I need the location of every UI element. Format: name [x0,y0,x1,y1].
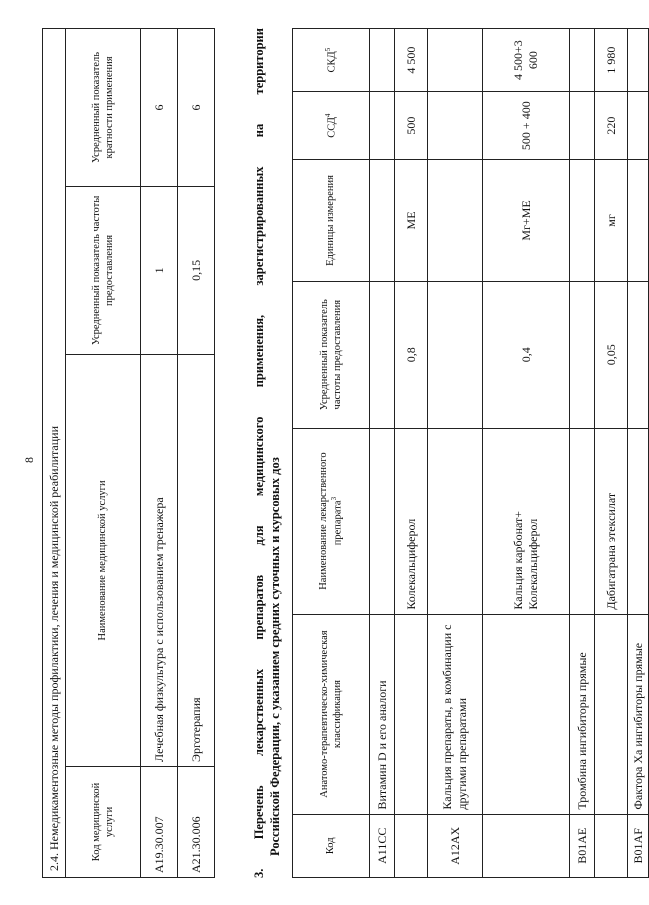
section-3-title-line2: Российской Федерации, с указанием средних суточных и курсовых доз [267,457,282,856]
service-code: A21.30.006 [178,766,215,877]
service-multiplicity: 6 [141,29,178,187]
section-3-heading [252,28,283,878]
drugs-table [292,28,649,878]
footnote-mark: 4 [323,113,332,118]
header-unit: Единицы измерения [293,160,370,282]
table-row [428,29,483,878]
header-drug-name-text: Наименование лекарственного препарата [318,452,344,590]
heading-word: территории [252,28,266,95]
atc-class: Фактора Xa ингибиторы прямые [628,614,649,814]
header-skd-text: СКД [326,51,338,73]
atc-code: B01AF [628,814,649,877]
drug-ssd: 220 [595,92,628,160]
section-2-4-title: 2.4. Немедикаментозные методы профилактики, лечения и медицинской реабилитации [43,29,66,878]
drug-skd: 4 500+3 600 [483,29,570,92]
header-drug-name [293,428,370,614]
heading-word: зарегистрированных [252,166,266,286]
heading-word: на [252,123,266,138]
atc-code: A12AX [428,814,483,877]
table-row [628,29,649,878]
table-row [370,29,395,878]
drug-ssd: 500 [395,92,428,160]
header-frequency: Усредненный показатель частоты предоставления [66,186,141,354]
footnote-mark: 3 [330,496,339,501]
heading-word: для [252,525,266,546]
header-ssd-text: ССД [326,117,338,138]
section-3-number: 3. [252,868,266,878]
header-ssd [293,92,370,160]
drug-name: Дабигатрана этексилат [595,428,628,614]
header-multiplicity: Усредненный показатель кратности применения [66,29,141,187]
header-frequency: Усредненный показатель частоты предоставления [293,281,370,428]
drug-unit: Мг+МЕ [483,160,570,282]
service-name: Эрготерапия [178,354,215,766]
drug-ssd: 500 + 400 [483,92,570,160]
services-table [42,28,215,878]
header-service-name: Наименование медицинской услуги [66,354,141,766]
heading-word: Перечень [252,785,266,840]
table-row [595,29,628,878]
drug-frequency: 0,8 [395,281,428,428]
table-row [570,29,595,878]
table-row [141,29,178,878]
atc-code: B01AE [570,814,595,877]
atc-class: Кальция препараты, в комбинации с другими препаратами [428,614,483,814]
drug-name: Колекальциферол [395,428,428,614]
heading-word: медицинского [252,416,266,497]
drug-unit: МЕ [395,160,428,282]
service-frequency: 1 [141,186,178,354]
drug-frequency: 0,4 [483,281,570,428]
drug-skd: 1 980 [595,29,628,92]
drug-skd: 4 500 [395,29,428,92]
header-service-code: Код медицинской услуги [66,766,141,877]
footnote-mark: 5 [323,47,332,52]
atc-class: Витамин D и его аналоги [370,614,395,814]
page-number: 8 [22,457,36,463]
heading-word: применения, [252,314,266,388]
service-multiplicity: 6 [178,29,215,187]
drug-unit: мг [595,160,628,282]
heading-word: препаратов [252,574,266,640]
table-row [178,29,215,878]
table-row [395,29,428,878]
header-code: Код [293,814,370,877]
service-frequency: 0,15 [178,186,215,354]
header-skd [293,29,370,92]
table-row [483,29,570,878]
atc-class: Тромбина ингибиторы прямые [570,614,595,814]
header-atc-class: Анатомо-терапевтическо-химическая классификация [293,614,370,814]
drug-frequency: 0,05 [595,281,628,428]
drug-name: Кальция карбонат+ Колекальциферол [483,428,570,614]
heading-word: лекарственных [252,668,266,757]
service-code: A19.30.007 [141,766,178,877]
service-name: Лечебная физкультура с использованием тренажера [141,354,178,766]
atc-code: A11CC [370,814,395,877]
rotated-sheet [20,28,645,878]
